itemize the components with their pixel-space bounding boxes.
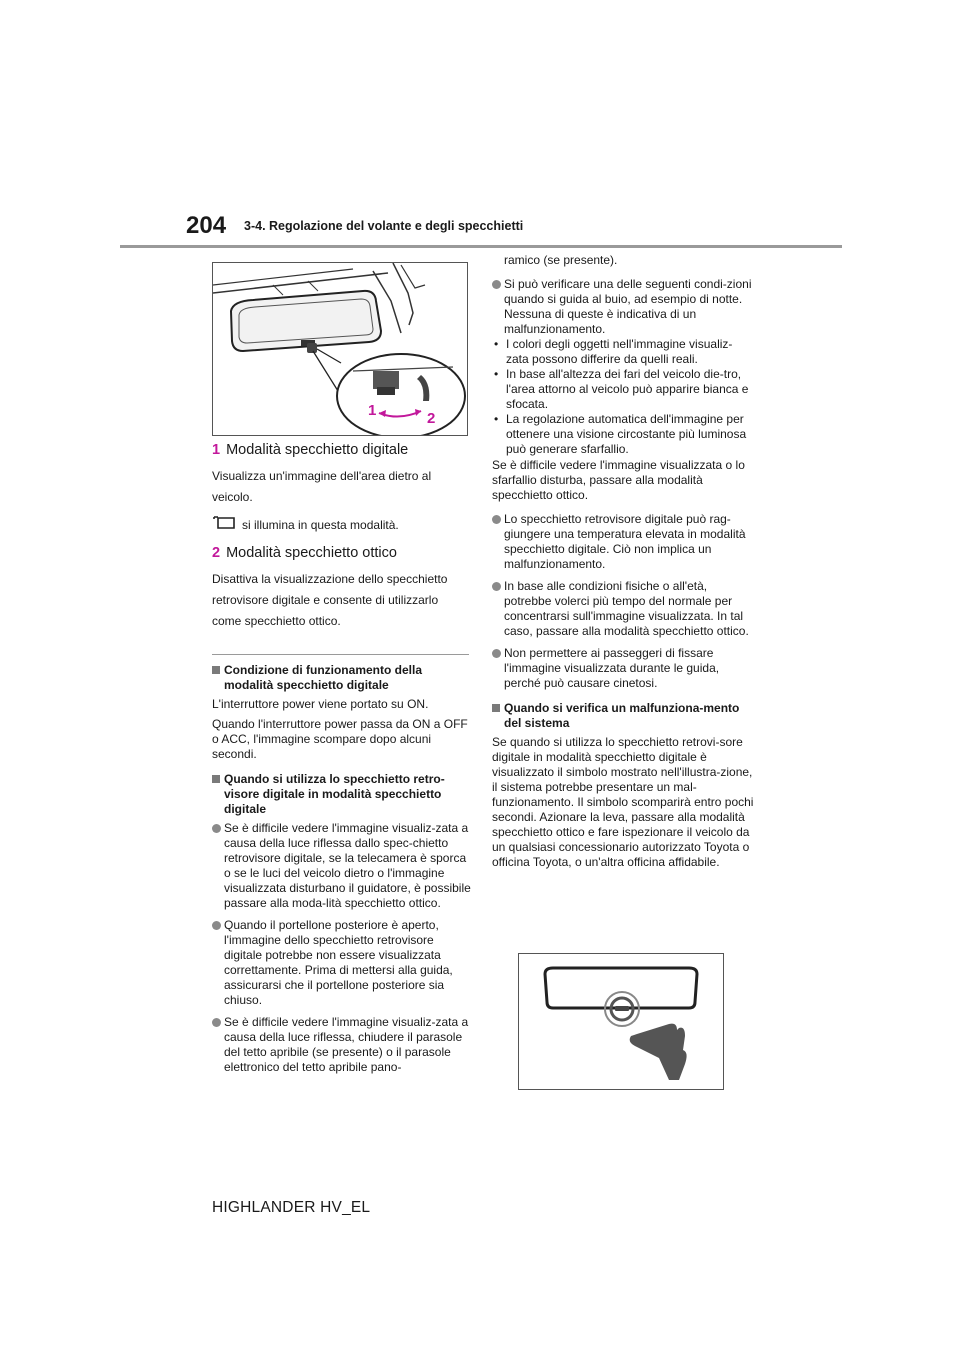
mirror-lever-illustration	[212, 262, 468, 436]
item1-title: Modalità specchietto digitale	[226, 442, 409, 458]
figure-label-2: 2	[427, 410, 436, 427]
item1-title-row	[212, 442, 472, 458]
round-bullet-icon	[492, 280, 501, 289]
figure-label-1: 1	[368, 402, 377, 419]
square-bullet-icon	[212, 666, 220, 674]
item1-number: 1	[212, 442, 221, 458]
round-bullet-icon	[492, 515, 501, 524]
item2-body-line3: come specchietto ottico.	[212, 614, 341, 628]
mirror-lever-drawing	[213, 263, 468, 436]
square-bullet-icon	[492, 704, 500, 712]
list-item: Quando il portellone posteriore è aperto, l'immagine dello specchietto retrovisore digitale potrebbe non essere visualizzata correttamente. Prima di mettersi alla guida, assicurarsi che il portellone posteriore sia chiuso.	[212, 918, 472, 1008]
digital-mirror-indicator-icon	[212, 516, 236, 533]
heading-operating-condition: Condizione di funzionamento della modalità specchietto digitale	[212, 663, 472, 693]
round-bullet-icon	[492, 582, 501, 591]
page-number: 204	[186, 212, 227, 239]
item2-body-line1: Disattiva la visualizzazione dello specchietto	[212, 572, 448, 586]
heading-digital-mode-use: Quando si utilizza lo specchietto retro-visore digitale in modalità specchietto digitale	[212, 772, 472, 817]
section-title: 3-4. Regolazione del volante e degli specchietti	[244, 219, 524, 233]
left-column	[212, 438, 472, 1082]
item1-body-line1: Visualizza un'immagine dell'area dietro al	[212, 469, 432, 483]
list-item: Se è difficile vedere l'immagine visualiz-zata a causa della luce riflessa dallo spec-chietto retrovisore digitale, se la telecamera è sporca o se le luci del veicolo dietro o l'immagine visualizzata disturbano il guidatore, è possibile passare alla moda-lità specchietto ottico.	[212, 821, 472, 911]
paragraph: Se quando si utilizza lo specchietto retrovi-sore digitale in modalità specchietto digitale è visualizzato il simbolo mostrato nell'illustra-zione, il sistema potrebbe presentare un mal-funzionamento. Il simbolo scomparirà entro pochi secondi. Azionare la leva, passare alla modalità specchietto ottico e fare ispezionare il veicolo da un qualsiasi concessionario autorizzato Toyota o officina Toyota, o un'altra officina affidabile.	[492, 735, 754, 869]
document-model-footer: HIGHLANDER HV_EL	[212, 1199, 371, 1216]
round-bullet-icon	[212, 824, 221, 833]
section-divider	[212, 654, 469, 655]
right-column	[492, 253, 754, 875]
item1-icon-text: si illumina in questa modalità.	[242, 517, 399, 532]
heading-malfunction: Quando si verifica un malfunziona-mento del sistema	[492, 701, 754, 731]
item2-title-row	[212, 545, 472, 561]
list-item: In base alle condizioni fisiche o all'età, potrebbe volerci più tempo del normale per concentrarsi sull'immagine visualizzata. In tal caso, passare alla modalità specchietto ottico.	[492, 579, 754, 639]
malfunction-symbol-drawing	[519, 954, 724, 1090]
round-bullet-icon	[212, 1018, 221, 1027]
list-item: Se è difficile vedere l'immagine visualiz-zata a causa della luce riflessa, chiudere il parasole del tetto apribile (se presente) o il parasole elettronico del tetto apribile pano-	[212, 1015, 472, 1075]
sub-list-item: • I colori degli oggetti nell'immagine visualiz-zata possono differire da quelli reali.	[492, 337, 754, 367]
item2-body-line2: retrovisore digitale e consente di utilizzarlo	[212, 593, 439, 607]
list-item: Lo specchietto retrovisore digitale può rag-giungere una temperatura elevata in modalità specchietto digitale. Ciò non implica un malfunzionamento.	[492, 512, 754, 572]
item2-title: Modalità specchietto ottico	[226, 545, 397, 561]
paragraph: Se è difficile vedere l'immagine visualizzata o lo sfarfallio disturba, passare alla modalità specchietto ottico.	[492, 458, 745, 502]
item1-body-line2: veicolo.	[212, 490, 253, 504]
header-divider	[120, 245, 842, 248]
malfunction-symbol-illustration	[518, 953, 724, 1090]
item2-body	[212, 569, 472, 632]
square-bullet-icon	[212, 775, 220, 783]
round-bullet-icon	[212, 921, 221, 930]
item1-icon-line	[212, 516, 472, 533]
list-item: Si può verificare una delle seguenti condi-zioni quando si guida al buio, ad esempio di notte. Nessuna di queste è indicativa di un malfunzionamento.	[492, 277, 754, 337]
paragraph: Quando l'interruttore power passa da ON a OFF o ACC, l'immagine scompare dopo alcuni secondi.	[212, 717, 468, 761]
sub-list-item: • La regolazione automatica dell'immagine per ottenere una visione circostante più luminosa può generare sfarfallio.	[492, 412, 754, 457]
item1-body	[212, 466, 472, 508]
paragraph: L'interruttore power viene portato su ON.	[212, 697, 429, 711]
list-item-continuation: ramico (se presente).	[504, 253, 618, 267]
round-bullet-icon	[492, 649, 501, 658]
list-item: Non permettere ai passeggeri di fissare l'immagine visualizzata durante le guida, perché può causare cinetosi.	[492, 646, 754, 691]
item2-number: 2	[212, 545, 221, 561]
sub-list-item: • In base all'altezza dei fari del veicolo die-tro, l'area attorno al veicolo può apparire bianca e sfocata.	[492, 367, 754, 412]
